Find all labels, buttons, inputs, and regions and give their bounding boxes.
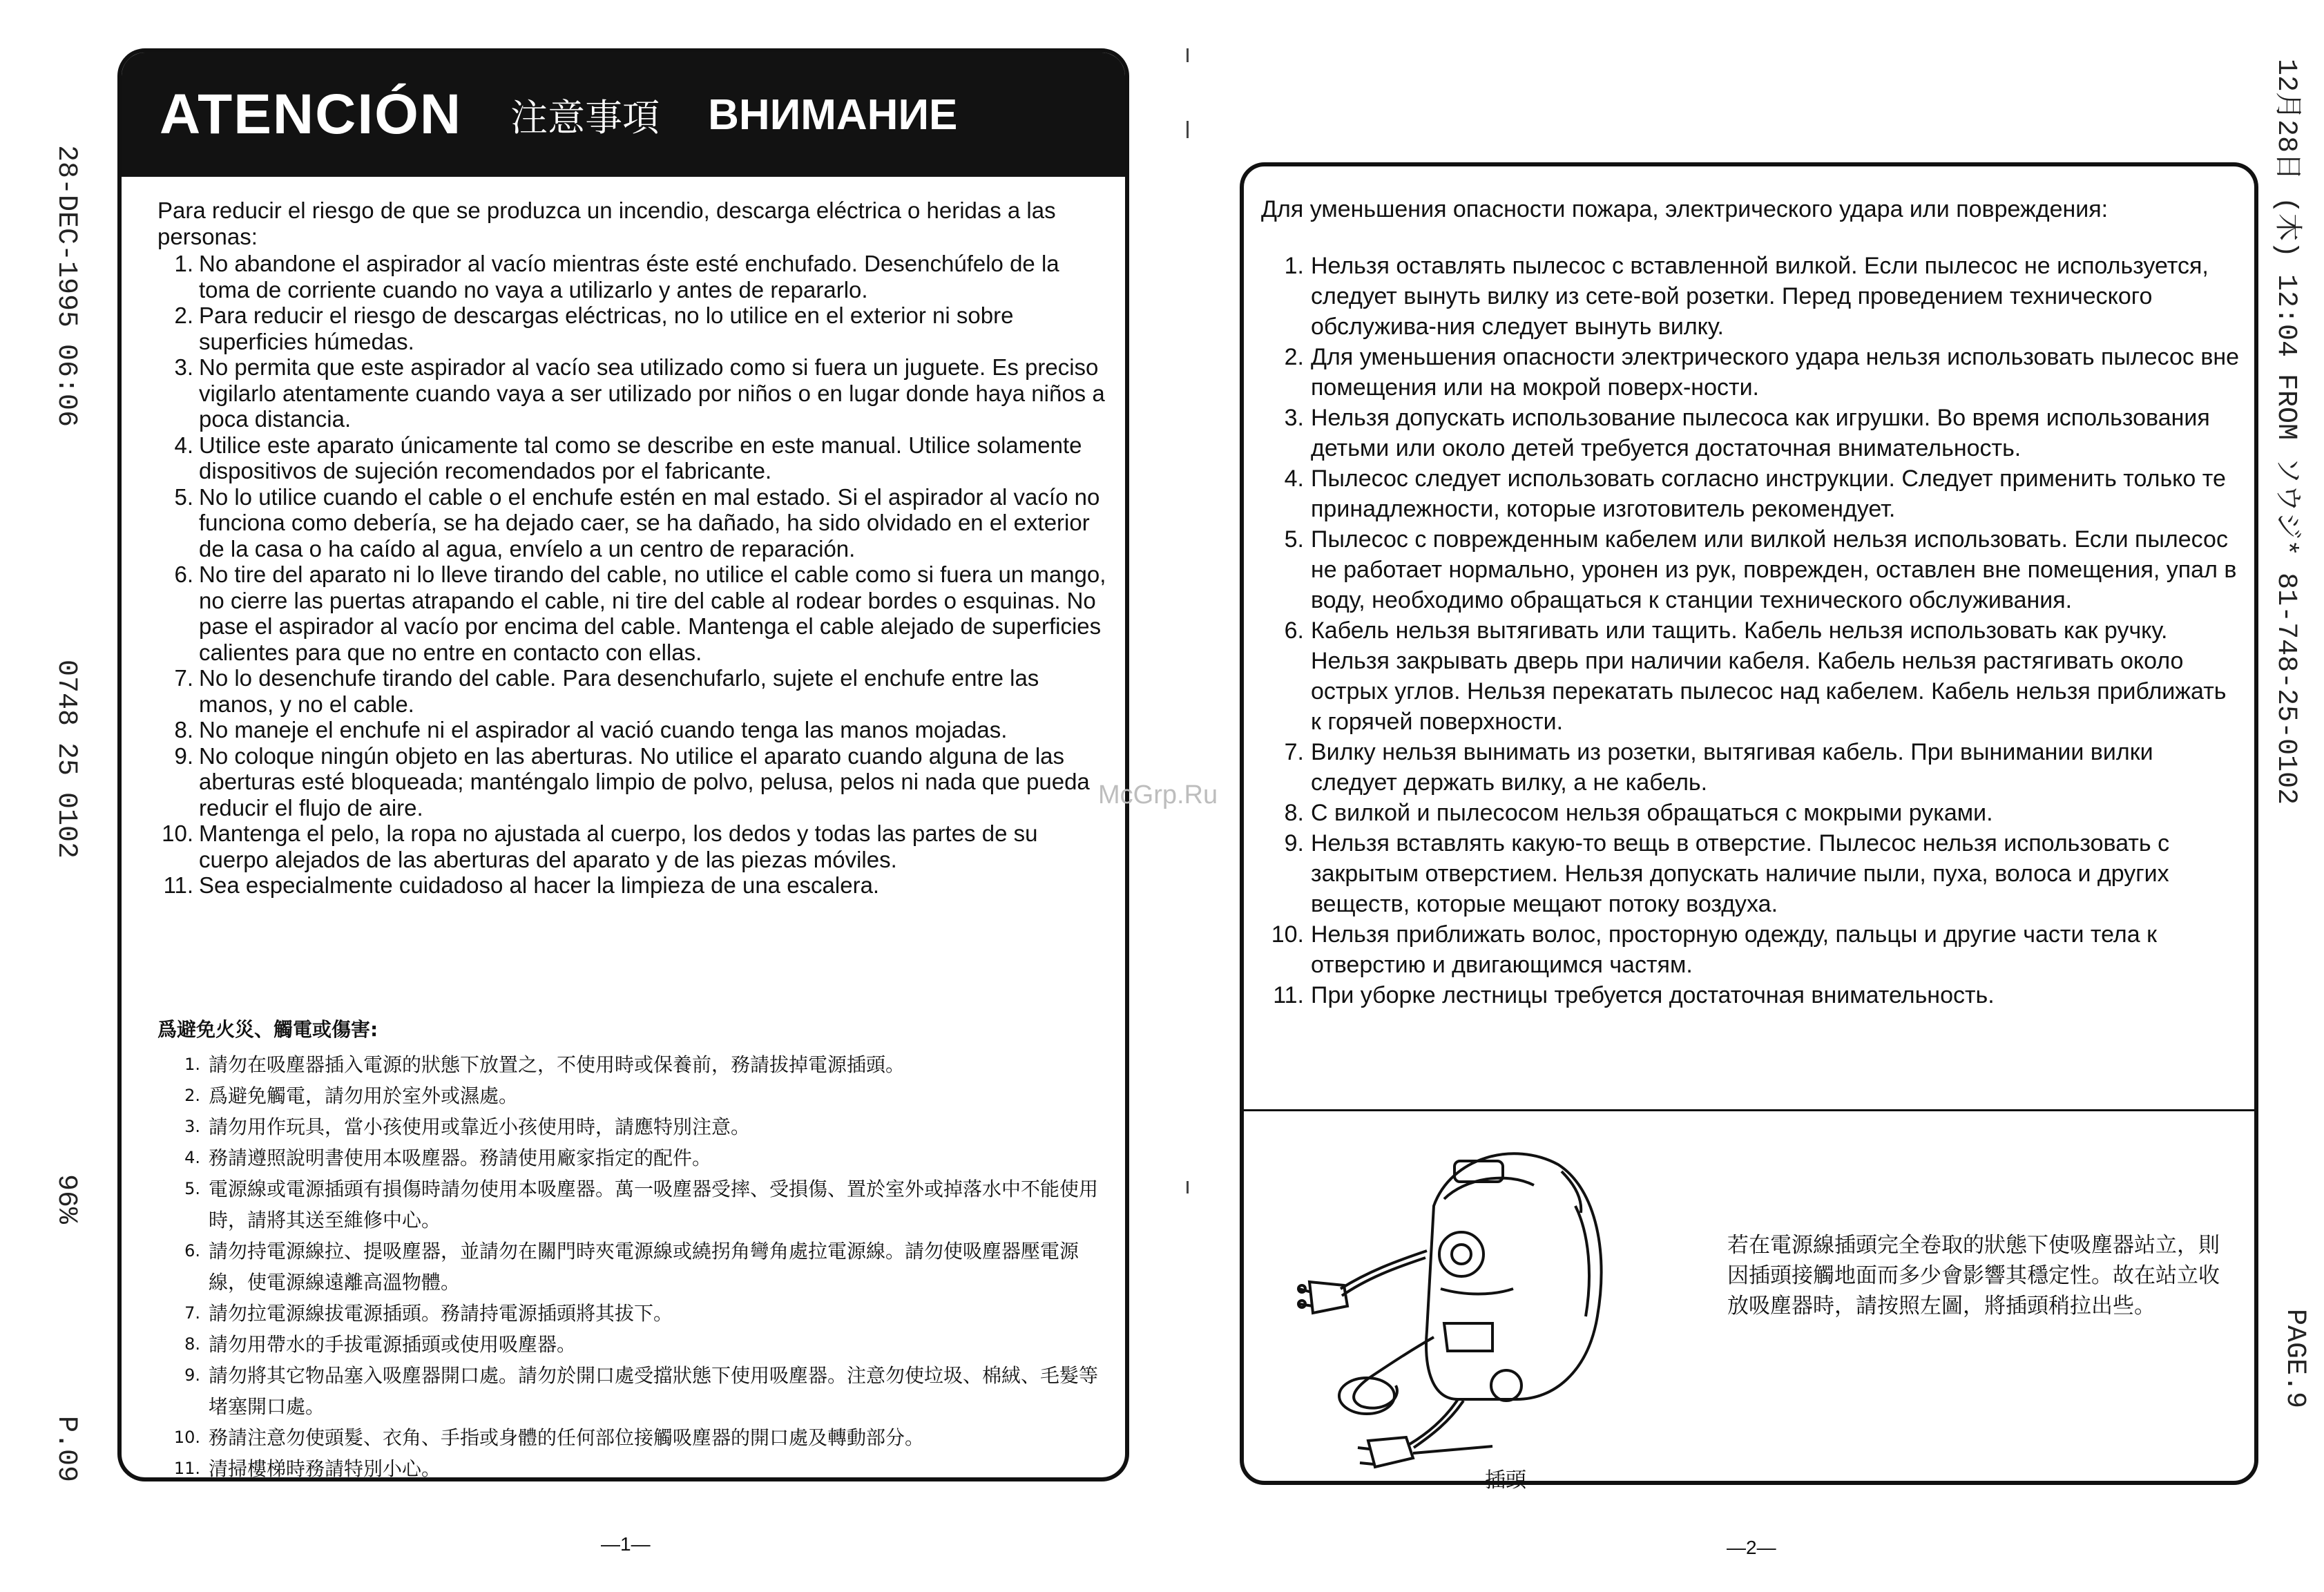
- title-ru: ВНИМАНИЕ: [708, 90, 958, 139]
- es-item-text: No maneje el enchufe ni el aspirador al vació cuando tenga las manos mojadas.: [199, 717, 1008, 742]
- zh-item: [157, 1080, 1111, 1111]
- fax-page: P.09: [50, 1416, 81, 1483]
- zh-item-number: 1.: [184, 1055, 200, 1074]
- title-zh: 注意事項: [510, 95, 660, 140]
- fax-percent: 96%: [50, 1174, 81, 1225]
- warning-panel-right: [1240, 162, 2258, 1485]
- ru-item-number: 7.: [1284, 739, 1304, 765]
- zh-item-text: 請勿拉電源線拔電源插頭。務請持電源插頭將其拔下。: [209, 1302, 673, 1325]
- es-item-text: No abandone el aspirador al vacío mientras éste esté enchufado. Desenchúfelo de la toma de corriente cuando no vaya a utilizarlo y antes de repararlo.: [199, 251, 1059, 303]
- es-item-text: Utilice este aparato únicamente tal como se describe en este manual. Utilice solamente dispositivos de sujeción recomendados por el fabricante.: [199, 432, 1082, 483]
- es-item: [157, 562, 1111, 665]
- ru-item-text: С вилкой и пылесосом нельзя обращаться с мокрыми руками.: [1311, 800, 1993, 826]
- ru-item-text: Вилку нельзя вынимать из розетки, вытягивая кабель. При вынимании вилки следует держать вилку, а не кабель.: [1311, 739, 2153, 796]
- es-item: [157, 303, 1111, 354]
- plug-note: 若在電源線插頭完全卷取的狀態下使吸塵器站立，則因插頭接觸地面而多少會影響其穩定性。故在站立收放吸塵器時，請按照左圖，將插頭稍拉出些。: [1727, 1233, 2220, 1318]
- ru-item-number: 3.: [1284, 405, 1304, 431]
- ru-item-number: 2.: [1284, 344, 1304, 370]
- ru-list: [1261, 251, 2242, 1010]
- es-item-number: 7.: [174, 665, 193, 691]
- plug-label: 插頭: [1485, 1468, 1526, 1493]
- zh-item: [157, 1173, 1111, 1236]
- ru-item-text: Нельзя приближать волос, просторную одежду, пальцы и другие части тела к отверстию и двигающимся частям.: [1311, 921, 2157, 978]
- ru-item-number: 10.: [1271, 921, 1304, 948]
- ru-item: [1261, 737, 2242, 798]
- zh-item: [157, 1111, 1111, 1142]
- header-bar: [122, 52, 1125, 177]
- es-item-number: 2.: [174, 303, 193, 328]
- es-item: [157, 717, 1111, 743]
- es-item-text: No coloque ningún objeto en las aberturas. No utilice el aparato cuando alguna de las aberturas esté bloqueada; manténgalo limpio de polvo, pelusa, pelos ni nada que pueda reducir el flujo de aire.: [199, 742, 1090, 821]
- es-item-text: Sea especialmente cuidadoso al hacer la limpieza de una escalera.: [199, 872, 880, 898]
- russian-warnings: [1261, 194, 2242, 1010]
- ru-item: [1261, 524, 2242, 615]
- zh-item-text: 清掃樓梯時務請特別小心。: [209, 1457, 441, 1480]
- warning-panel-left: [117, 48, 1129, 1481]
- zh-item-number: 4.: [184, 1148, 200, 1167]
- section-divider: [1244, 1109, 2254, 1111]
- ru-item-number: 8.: [1284, 800, 1304, 826]
- es-item-number: 10.: [162, 821, 193, 846]
- es-item: [157, 665, 1111, 717]
- es-item: [157, 354, 1111, 432]
- page-number-right: —2—: [1727, 1537, 1776, 1558]
- ru-item: [1261, 615, 2242, 737]
- fax-number: 0748 25 0102: [50, 660, 81, 859]
- zh-item-text: 請勿在吸塵器插入電源的狀態下放置之，不使用時或保養前，務請拔掉電源插頭。: [209, 1053, 905, 1076]
- fold-mark: [1187, 48, 1189, 62]
- es-item-number: 4.: [174, 432, 193, 458]
- ru-item: [1261, 980, 2242, 1010]
- ru-item-text: Для уменьшения опасности электрического удара нельзя использовать пылесос вне помещения или на мокрой поверх-ности.: [1311, 344, 2240, 401]
- es-item: [157, 821, 1111, 872]
- zh-item-number: 11.: [173, 1459, 200, 1478]
- es-item-number: 8.: [174, 717, 193, 742]
- ru-item-number: 9.: [1284, 830, 1304, 856]
- zh-item-number: 5.: [184, 1179, 200, 1198]
- zh-item: [157, 1422, 1111, 1453]
- ru-item: [1261, 919, 2242, 980]
- zh-item-text: 爲避免觸電，請勿用於室外或濕處。: [209, 1084, 519, 1107]
- ru-item-text: Нельзя оставлять пылесос с вставленной вилкой. Если пылесос не используется, следует вынуть вилку из сете-вой розетки. Перед проведением технического обслужива-ния следует вынуть вилку.: [1311, 253, 2209, 340]
- ru-item: [1261, 828, 2242, 919]
- ru-item-number: 6.: [1284, 617, 1304, 644]
- es-item-number: 11.: [163, 872, 193, 898]
- title-es: ATENCIÓN: [160, 83, 463, 146]
- zh-item-number: 3.: [184, 1117, 200, 1136]
- es-item-text: No permita que este aspirador al vacío sea utilizado como si fuera un juguete. Es preciso vigilarlo atentamente cuando vaya a ser utilizado por niños o en lugar donde haya niños a poca distancia.: [199, 354, 1105, 432]
- ru-item-text: Пылесос с поврежденным кабелем или вилкой нельзя использовать. Если пылесос не работает нормально, уронен из рук, поврежден, оставлен вне помещения, упал в воду, необходимо обращаться к станции технического обслуживания.: [1311, 526, 2237, 613]
- zh-item-text: 電源線或電源插頭有損傷時請勿使用本吸塵器。萬一吸塵器受摔、受損傷、置於室外或掉落水中不能使用時，請將其送至維修中心。: [209, 1178, 1099, 1231]
- fold-mark: [1187, 121, 1189, 138]
- zh-item: [157, 1049, 1111, 1080]
- fax-datetime: 28-DEC-1995 06:06: [50, 145, 81, 428]
- ru-item: [1261, 798, 2242, 828]
- zh-item: [157, 1329, 1111, 1360]
- es-item-text: No lo desenchufe tirando del cable. Para desenchufarlo, sujete el enchufe entre las manos, y no el cable.: [199, 665, 1039, 717]
- fold-mark: [1187, 1181, 1189, 1193]
- ru-item-number: 1.: [1284, 253, 1304, 279]
- es-item-text: Para reducir el riesgo de descargas eléctricas, no lo utilice en el exterior ni sobre superficies húmedas.: [199, 303, 1014, 354]
- zh-item-text: 請勿持電源線拉、提吸塵器，並請勿在關門時夾電源線或繞拐角彎角處拉電源線。請勿使吸塵器壓電源線，使電源線遠離高溫物體。: [209, 1240, 1079, 1294]
- zh-intro: 爲避免火災、觸電或傷害:: [157, 1018, 378, 1041]
- es-item: [157, 872, 1111, 899]
- zh-item-number: 2.: [184, 1086, 200, 1105]
- ru-item-number: 11.: [1273, 982, 1304, 1008]
- watermark-text: McGrp.Ru: [1098, 780, 1218, 809]
- zh-item: [157, 1236, 1111, 1298]
- es-item-number: 1.: [174, 251, 193, 276]
- es-item-number: 5.: [174, 483, 193, 510]
- ru-item-text: Пылесос следует использовать согласно инструкции. Следует применить только те принадлежности, которые изготовитель рекомендует.: [1311, 466, 2226, 522]
- zh-item: [157, 1360, 1111, 1422]
- ru-item-text: При уборке лестницы требуется достаточная внимательность.: [1311, 982, 1995, 1008]
- ru-item: [1261, 342, 2242, 403]
- es-item: [157, 484, 1111, 562]
- zh-item-number: 6.: [184, 1241, 200, 1260]
- ru-item-text: Нельзя вставлять какую-то вещь в отверстие. Пылесос нельзя использовать с закрытым отверстием. Нельзя допускать наличие пыли, пуха, волоса и других веществ, которые мещают потоку воздуха.: [1311, 830, 2170, 917]
- es-item-text: No lo utilice cuando el cable o el enchufe estén en mal estado. Si el aspirador al vacío no funciona como debería, se ha dejado caer, se ha dañado, ha sido olvidado en el exterior de la casa o ha caído al agua, envíelo a un centro de reparación.: [199, 483, 1100, 562]
- zh-item-number: 7.: [184, 1303, 200, 1323]
- zh-item-text: 務請遵照說明書使用本吸塵器。務請使用廠家指定的配件。: [209, 1147, 712, 1169]
- zh-item-text: 請勿將其它物品塞入吸塵器開口處。請勿於開口處受擋狀態下使用吸塵器。注意勿使垃圾、棉絨、毛髮等堵塞開口處。: [209, 1364, 1099, 1418]
- zh-item-text: 請勿用帶水的手拔電源插頭或使用吸塵器。: [209, 1333, 577, 1356]
- fax-header-right: 12月28日 (木) 12:04 FROM ソウジ* 81-748-25-0102: [2270, 59, 2301, 805]
- es-intro: Para reducir el riesgo de que se produzca un incendio, descarga eléctrica o heridas a las personas:: [157, 198, 1056, 249]
- es-item: [157, 743, 1111, 821]
- es-item-number: 9.: [174, 742, 193, 769]
- vacuum-plug-illustration: [1285, 1123, 1631, 1475]
- spanish-warnings: [157, 198, 1111, 899]
- es-item-text: No tire del aparato ni lo lleve tirando del cable, no utilice el cable como si fuera un mango, no cierre las puertas atrapando el cable, ni tire del cable al rodear bordes o esquinas. No pase el aspirador al vacío por encima del cable. Mantenga el cable alejado de superficies calientes para que no entre en contacto con ellas.: [199, 562, 1106, 665]
- ru-item: [1261, 463, 2242, 524]
- zh-item-number: 10.: [173, 1428, 200, 1447]
- zh-list: [157, 1049, 1111, 1481]
- ru-item: [1261, 403, 2242, 463]
- zh-item-number: 9.: [184, 1365, 200, 1385]
- chinese-warnings: [157, 1016, 1111, 1481]
- zh-item-number: 8.: [184, 1334, 200, 1354]
- zh-item-text: 務請注意勿使頭髮、衣角、手指或身體的任何部位接觸吸塵器的開口處及轉動部分。: [209, 1426, 925, 1449]
- fax-page-right: PAGE.9: [2279, 1309, 2310, 1409]
- ru-item-text: Кабель нельзя вытягивать или тащить. Кабель нельзя использовать как ручку. Нельзя закрывать дверь при наличии кабеля. Кабель нельзя растягивать около острых углов. Нельзя перекатать пылесос над кабелем. Кабель нельзя приближать к горячей поверхности.: [1311, 617, 2227, 735]
- ru-item-number: 4.: [1284, 466, 1304, 492]
- zh-item-text: 請勿用作玩具，當小孩使用或靠近小孩使用時，請應特別注意。: [209, 1115, 751, 1138]
- ru-intro: Для уменьшения опасности пожара, электрического удара или повреждения:: [1261, 196, 2109, 222]
- zh-item: [157, 1453, 1111, 1481]
- ru-item-text: Нельзя допускать использование пылесоса как игрушки. Во время использования детьми или около детей требуется достаточная внимательность.: [1311, 405, 2210, 461]
- page-number-left: —1—: [601, 1533, 651, 1555]
- es-item: [157, 251, 1111, 303]
- ru-item: [1261, 251, 2242, 342]
- es-item-number: 3.: [174, 354, 193, 380]
- ru-item-number: 5.: [1284, 526, 1304, 553]
- es-item: [157, 432, 1111, 484]
- es-item-text: Mantenga el pelo, la ropa no ajustada al cuerpo, los dedos y todas las partes de su cuerpo alejados de las aberturas del aparato y de las piezas móviles.: [199, 821, 1038, 872]
- zh-item: [157, 1142, 1111, 1173]
- es-item-number: 6.: [174, 562, 193, 587]
- es-list: [157, 251, 1111, 899]
- zh-item: [157, 1298, 1111, 1329]
